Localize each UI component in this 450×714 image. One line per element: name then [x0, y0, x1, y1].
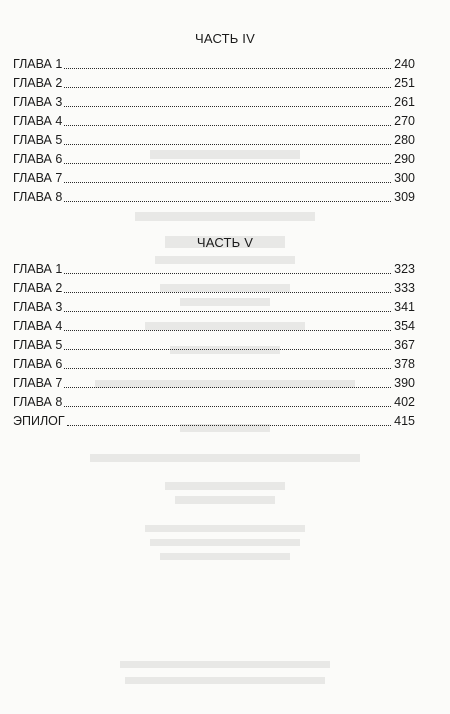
toc-entry-label: ГЛАВА 8 — [13, 395, 63, 409]
toc-entry-page: 290 — [394, 152, 415, 166]
toc-entry-page: 341 — [394, 300, 415, 314]
dot-leader — [64, 144, 391, 145]
toc-entry-page: 261 — [394, 95, 415, 109]
toc-entry-page: 415 — [394, 414, 415, 428]
toc-entry-label: ГЛАВА 1 — [13, 57, 63, 71]
toc-entry — [13, 315, 415, 334]
toc-entry-label: ГЛАВА 4 — [13, 319, 63, 333]
dot-leader — [64, 163, 391, 164]
dot-leader — [64, 201, 391, 202]
toc-entry-label: ЭПИЛОГ — [13, 414, 65, 428]
toc-entry-page: 390 — [394, 376, 415, 390]
toc-entry-label: ГЛАВА 7 — [13, 171, 63, 185]
toc-entry-page: 270 — [394, 114, 415, 128]
dot-leader — [64, 106, 391, 107]
toc-entry — [13, 258, 415, 277]
dot-leader — [64, 387, 391, 388]
dot-leader — [64, 68, 391, 69]
part-4-title: ЧАСТЬ IV — [195, 31, 255, 46]
toc-entry-label: ГЛАВА 3 — [13, 300, 63, 314]
toc-entry — [13, 53, 415, 72]
toc-entry-page: 300 — [394, 171, 415, 185]
toc-entry-page: 280 — [394, 133, 415, 147]
toc-entry-page: 402 — [394, 395, 415, 409]
toc-entry — [13, 334, 415, 353]
toc-entry-label: ГЛАВА 8 — [13, 190, 63, 204]
toc-entry — [13, 129, 415, 148]
toc-entry — [13, 372, 415, 391]
toc-entry-page: 354 — [394, 319, 415, 333]
dot-leader — [64, 292, 391, 293]
dot-leader — [64, 311, 391, 312]
toc-entry-label: ГЛАВА 4 — [13, 114, 63, 128]
toc-entry — [13, 391, 415, 410]
part-5-title: ЧАСТЬ V — [196, 235, 254, 250]
dot-leader — [67, 425, 391, 426]
dot-leader — [64, 182, 391, 183]
toc-entry-page: 251 — [394, 76, 415, 90]
toc-entry — [13, 72, 415, 91]
toc-entry — [13, 110, 415, 129]
toc-entry-page: 240 — [394, 57, 415, 71]
toc-entry — [13, 410, 415, 429]
toc-entry-label: ГЛАВА 5 — [13, 133, 63, 147]
toc-entry-label: ГЛАВА 2 — [13, 76, 63, 90]
toc-entry-page: 309 — [394, 190, 415, 204]
toc-entry — [13, 148, 415, 167]
toc-entry-label: ГЛАВА 6 — [13, 357, 63, 371]
toc-entry — [13, 296, 415, 315]
toc-entry-page: 378 — [394, 357, 415, 371]
toc-entry-label: ГЛАВА 2 — [13, 281, 63, 295]
toc-entry-page: 333 — [394, 281, 415, 295]
dot-leader — [64, 349, 391, 350]
toc-entry — [13, 186, 415, 205]
toc-entry-label: ГЛАВА 6 — [13, 152, 63, 166]
part-5-toc — [13, 258, 415, 429]
part-4-toc — [13, 53, 415, 205]
dot-leader — [64, 273, 391, 274]
toc-entry — [13, 167, 415, 186]
toc-entry — [13, 277, 415, 296]
toc-entry-label: ГЛАВА 5 — [13, 338, 63, 352]
dot-leader — [64, 125, 391, 126]
toc-entry-label: ГЛАВА 7 — [13, 376, 63, 390]
dot-leader — [64, 368, 391, 369]
dot-leader — [64, 87, 391, 88]
toc-entry — [13, 353, 415, 372]
toc-entry-label: ГЛАВА 3 — [13, 95, 63, 109]
dot-leader — [64, 406, 391, 407]
toc-entry-label: ГЛАВА 1 — [13, 262, 63, 276]
toc-entry-page: 323 — [394, 262, 415, 276]
toc-entry-page: 367 — [394, 338, 415, 352]
dot-leader — [64, 330, 391, 331]
toc-entry — [13, 91, 415, 110]
